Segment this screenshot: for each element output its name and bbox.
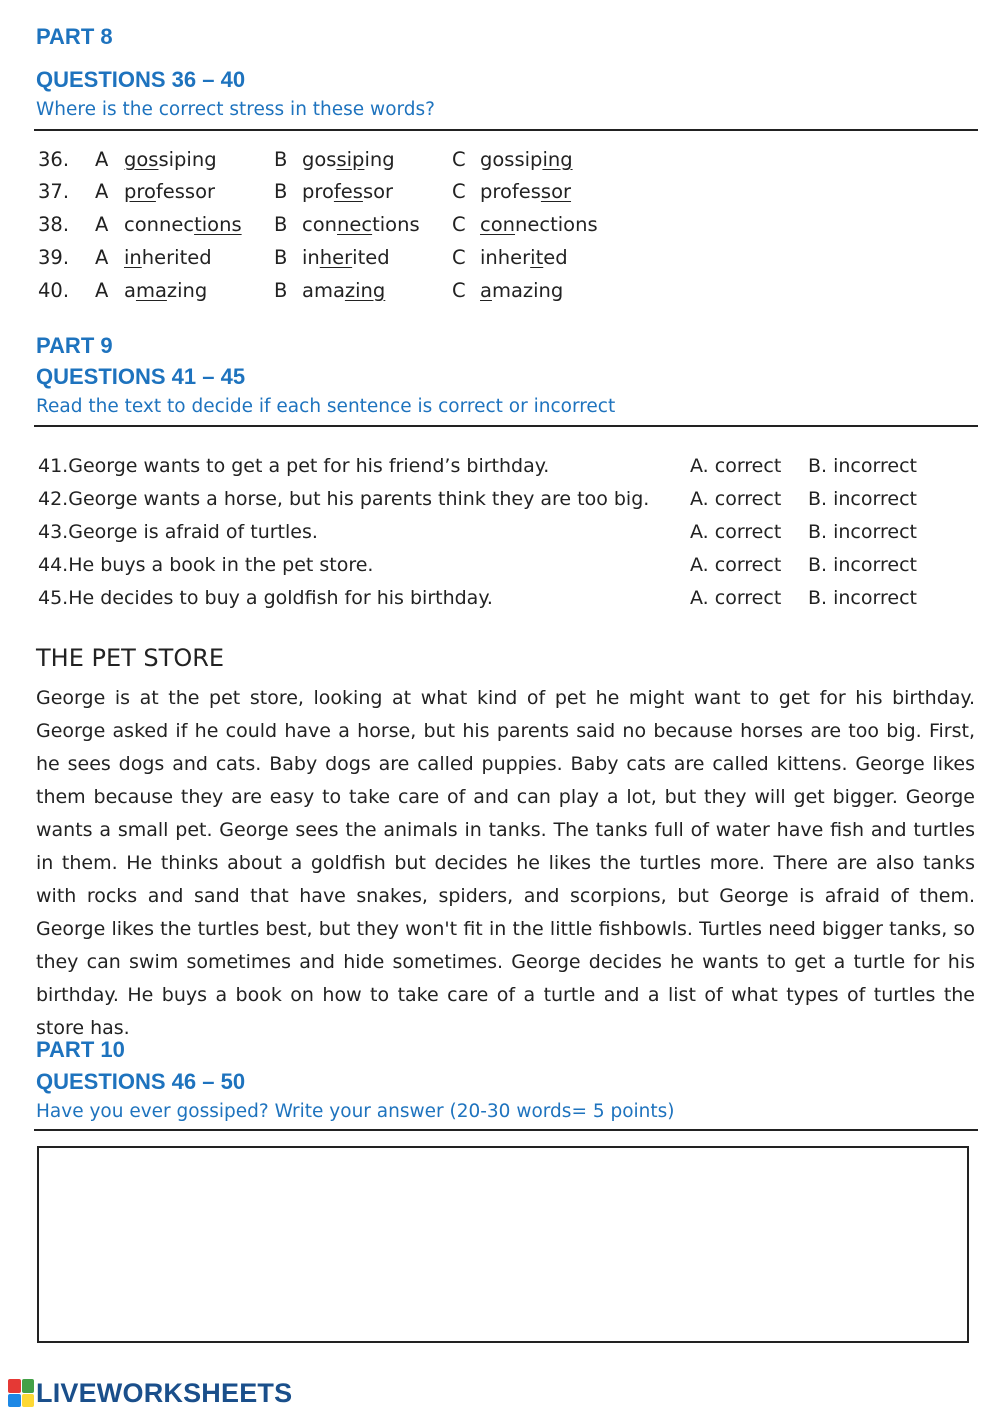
option-b-letter: B	[274, 148, 288, 171]
statement-text: 42.George wants a horse, but his parents think they are too big.	[38, 488, 650, 510]
option-c-letter: C	[452, 246, 466, 269]
question-number: 39.	[38, 246, 70, 269]
stressed-syllable: ing	[542, 148, 573, 171]
option-c-word[interactable]: gossiping	[480, 148, 573, 171]
part8-divider	[34, 129, 978, 131]
stressed-syllable: nec	[337, 213, 373, 236]
option-c-word[interactable]: amazing	[480, 279, 564, 302]
option-a-letter: A	[95, 148, 109, 171]
statement-text: 43.George is afraid of turtles.	[38, 521, 318, 543]
option-c-word[interactable]: professor	[480, 180, 572, 203]
option-b-letter: B	[274, 279, 288, 302]
option-a-word[interactable]: professor	[124, 180, 216, 203]
option-a-letter: A	[95, 279, 109, 302]
stressed-syllable: fes	[333, 180, 363, 203]
stressed-syllable: zing	[344, 279, 386, 302]
stressed-syllable: pro	[124, 180, 156, 203]
option-b-word[interactable]: gossiping	[302, 148, 395, 171]
option-c-letter: C	[452, 279, 466, 302]
option-b-word[interactable]: inherited	[302, 246, 390, 269]
option-b-word[interactable]: connections	[302, 213, 420, 236]
part8-title: PART 8	[36, 24, 113, 49]
question-number: 36.	[38, 148, 70, 171]
option-a-word[interactable]: inherited	[124, 246, 212, 269]
story-text: George is at the pet store, looking at what kind of pet he might want to get for his birthday. George asked if he could have a horse, but his parents said no because horses are too big. First, he sees dogs and cats. Baby dogs are called puppies. Baby cats are called kittens. George likes them because they are easy to take care of and can play a lot, but they will get bigger. George wants a small pet. George sees the animals in tanks. The tanks full of water have fish and turtles in them. He thinks about a goldfish but decides he likes the turtles more. There are also tanks with rocks and sand that have snakes, spiders, and scorpions, but George is afraid of them. George likes the turtles best, but they won't fit in the little fishbowls. Turtles need bigger tanks, so they can swim sometimes and hide sometimes. George decides he wants to get a turtle for his birthday. He buys a book on how to take care of a turtle and a list of what types of turtles the store has.	[36, 687, 975, 1039]
question-number: 40.	[38, 279, 70, 302]
part9-title: PART 9	[36, 333, 113, 358]
stressed-syllable: her	[319, 246, 353, 269]
option-a-word[interactable]: connections	[124, 213, 242, 236]
stressed-syllable: con	[480, 213, 516, 236]
option-incorrect[interactable]: B. incorrect	[808, 587, 917, 609]
stressed-syllable: gos	[124, 148, 159, 171]
option-correct[interactable]: A. correct	[690, 455, 782, 477]
part9-instruction: Read the text to decide if each sentence is correct or incorrect	[36, 396, 616, 417]
option-a-word[interactable]: gossiping	[124, 148, 217, 171]
option-a-letter: A	[95, 180, 109, 203]
part9-questions-range: QUESTIONS 41 – 45	[36, 364, 246, 389]
stressed-syllable: sip	[336, 148, 365, 171]
option-c-letter: C	[452, 148, 466, 171]
part10-title: PART 10	[36, 1037, 125, 1062]
stressed-syllable: tions	[194, 213, 242, 236]
story-title: THE PET STORE	[36, 644, 225, 672]
option-correct[interactable]: A. correct	[690, 488, 782, 510]
logo-icon	[8, 1379, 34, 1407]
option-c-word[interactable]: connections	[480, 213, 598, 236]
part8-questions-range: QUESTIONS 36 – 40	[36, 67, 246, 92]
stressed-syllable: a	[480, 279, 492, 302]
option-b-word[interactable]: amazing	[302, 279, 386, 302]
answer-textbox[interactable]	[37, 1146, 969, 1343]
part10-questions-range: QUESTIONS 46 – 50	[36, 1069, 246, 1094]
option-correct[interactable]: A. correct	[690, 521, 782, 543]
stressed-syllable: ma	[135, 279, 167, 302]
part10-instruction: Have you ever gossiped? Write your answer (20-30 words= 5 points)	[36, 1101, 675, 1122]
part10-divider	[34, 1129, 978, 1131]
option-correct[interactable]: A. correct	[690, 587, 782, 609]
stressed-syllable: in	[124, 246, 142, 269]
option-correct[interactable]: A. correct	[690, 554, 782, 576]
part8-instruction: Where is the correct stress in these words?	[36, 99, 435, 120]
option-incorrect[interactable]: B. incorrect	[808, 488, 917, 510]
question-number: 38.	[38, 213, 70, 236]
option-a-letter: A	[95, 213, 109, 236]
question-number: 37.	[38, 180, 70, 203]
statement-text: 45.He decides to buy a goldfish for his birthday.	[38, 587, 493, 609]
option-a-word[interactable]: amazing	[124, 279, 208, 302]
option-a-letter: A	[95, 246, 109, 269]
option-b-letter: B	[274, 213, 288, 236]
option-b-word[interactable]: professor	[302, 180, 394, 203]
option-incorrect[interactable]: B. incorrect	[808, 521, 917, 543]
liveworksheets-logo[interactable]	[8, 1378, 292, 1408]
logo-text: LIVEWORKSHEETS	[36, 1377, 293, 1408]
option-incorrect[interactable]: B. incorrect	[808, 554, 917, 576]
part9-divider	[34, 425, 978, 427]
option-incorrect[interactable]: B. incorrect	[808, 455, 917, 477]
option-b-letter: B	[274, 246, 288, 269]
option-c-word[interactable]: inherited	[480, 246, 568, 269]
statement-text: 41.George wants to get a pet for his friend’s birthday.	[38, 455, 550, 477]
option-c-letter: C	[452, 213, 466, 236]
option-b-letter: B	[274, 180, 288, 203]
stressed-syllable: it	[530, 246, 544, 269]
statement-text: 44.He buys a book in the pet store.	[38, 554, 374, 576]
stressed-syllable: sor	[540, 180, 572, 203]
option-c-letter: C	[452, 180, 466, 203]
